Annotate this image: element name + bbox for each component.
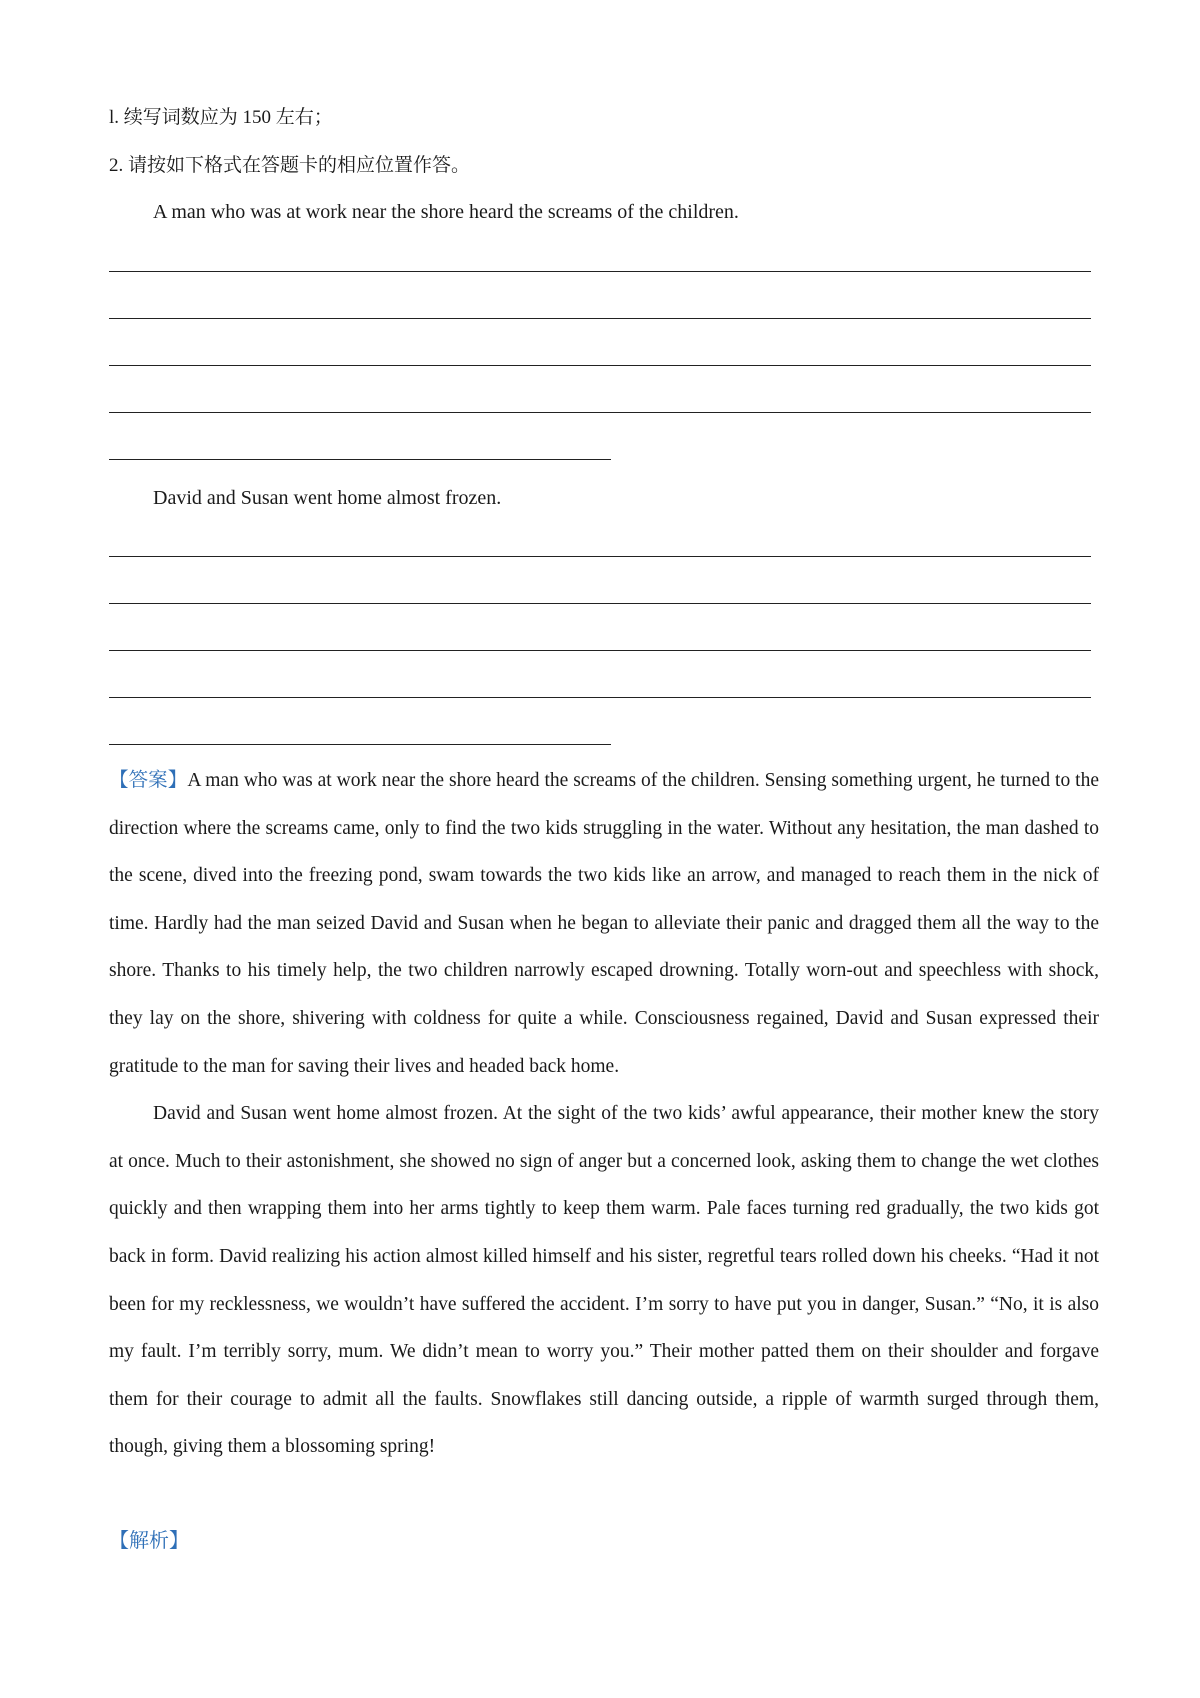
answer-line [109,412,1091,413]
answer-paragraph-1 [109,757,1099,1090]
analysis-tag: 【解析】 [109,1530,189,1552]
answer-line-short [109,459,611,460]
answer-line [109,318,1091,319]
answer-line [109,650,1091,651]
answer-paragraph-1-text: A man who was at work near the shore heard the screams of the children. Sensing something urgent, he turned to the direction where the screams came, only to find the two kids struggling in the water. Without any hesitation, the man dashed to the scene, dived into the freezing pond, swam towards the two kids like an arrow, and managed to reach them in the nick of time. Hardly had the man seized David and Susan when he began to alleviate their panic and dragged them all the way to the shore. Thanks to his timely help, the two children narrowly escaped drowning. Totally worn-out and speechless with shock, they lay on the shore, shivering with coldness for quite a while. Consciousness regained, David and Susan expressed their gratitude to the man for saving their lives and headed back home. [109,770,1099,1077]
answer-line [109,603,1091,604]
continuation-prompt-1: A man who was at work near the shore heard the screams of the children. [153,201,739,223]
answer-line [109,271,1091,272]
answer-line [109,697,1091,698]
answer-section [109,757,1099,1471]
instruction-format: 2. 请按如下格式在答题卡的相应位置作答。 [109,155,471,176]
answer-tag: 【答案】 [109,770,188,791]
answer-line [109,365,1091,366]
answer-line [109,556,1091,557]
continuation-prompt-2: David and Susan went home almost frozen. [153,487,502,509]
instruction-word-count: l. 续写词数应为 150 左右； [109,107,333,128]
answer-line-short [109,744,611,745]
answer-paragraph-2: David and Susan went home almost frozen. At the sight of the two kids’ awful appearance, their mother knew the story at once. Much to their astonishment, she showed no sign of anger but a concerned look, asking them to change the wet clothes quickly and then wrapping them into her arms tightly to keep them warm. Pale faces turning red gradually, the two kids got back in form. David realizing his action almost killed himself and his sister, regretful tears rolled down his cheeks. “Had it not been for my recklessness, we wouldn’t have suffered the accident. I’m sorry to have put you in danger, Susan.” “No, it is also my fault. I’m terribly sorry, mum. We didn’t mean to worry you.” Their mother patted them on their shoulder and forgave them for their courage to admit all the faults. Snowflakes still dancing outside, a ripple of warmth surged through them, though, giving them a blossoming spring! [109,1103,1099,1458]
